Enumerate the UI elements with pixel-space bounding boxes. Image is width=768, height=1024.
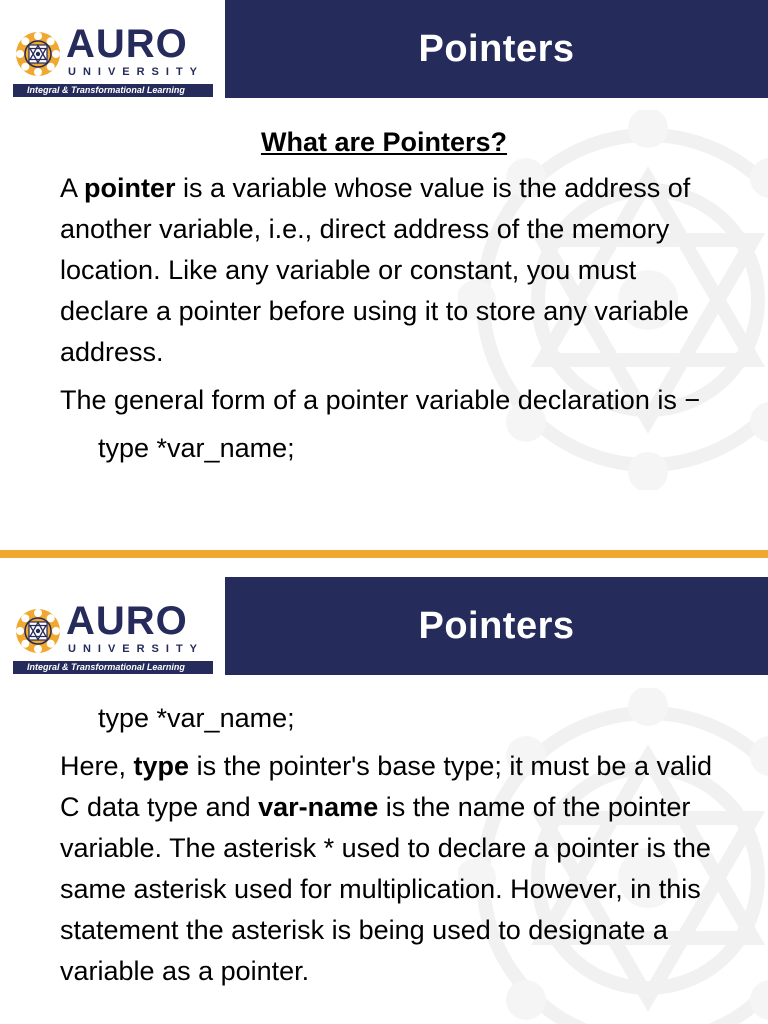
explanation-paragraph <box>60 746 730 992</box>
brand-subtitle: UNIVERSITY <box>68 643 205 655</box>
general-form-paragraph: The general form of a pointer variable declaration is − <box>60 385 701 415</box>
text-run: is the name of the pointer variable. The asterisk * used to declare a pointer is the same asterisk used for multiplication. However, in this statement the asterisk is being used to designate a variable as a pointer. <box>60 792 711 986</box>
slide-2 <box>0 558 768 1024</box>
slide-body <box>60 698 730 999</box>
definition-paragraph <box>60 168 730 373</box>
brand-name: AURO <box>66 22 188 66</box>
slide-divider <box>0 550 768 558</box>
slide-header <box>0 0 768 98</box>
bold-term-pointer: pointer <box>84 173 176 203</box>
bold-term-type: type <box>133 751 190 781</box>
text-run: is the pointer's base type; it must be a valid C data type and <box>60 751 712 822</box>
university-logo <box>0 577 225 675</box>
slide-body <box>60 168 730 476</box>
text-run: is a variable whose value is the address of another variable, i.e., direct address of the memory location. Like any variable or constant, you must declare a pointer before using it to store any variable address. <box>60 173 691 367</box>
university-emblem-icon <box>14 607 62 655</box>
university-emblem-icon <box>14 30 62 78</box>
slide-title: Pointers <box>225 0 768 98</box>
brand-tagline: Integral & Transformational Learning <box>13 661 213 674</box>
university-logo <box>0 0 225 98</box>
code-declaration: type *var_name; <box>98 703 295 733</box>
brand-subtitle: UNIVERSITY <box>68 66 205 78</box>
section-heading: What are Pointers? <box>260 127 508 157</box>
brand-name: AURO <box>66 599 188 643</box>
slide-title: Pointers <box>225 577 768 675</box>
slide-header <box>0 577 768 675</box>
text-run: Here, <box>60 751 134 781</box>
code-declaration: type *var_name; <box>98 433 295 463</box>
brand-tagline: Integral & Transformational Learning <box>13 84 213 97</box>
text-run: A <box>60 173 85 203</box>
bold-term-var-name: var-name <box>258 792 379 822</box>
